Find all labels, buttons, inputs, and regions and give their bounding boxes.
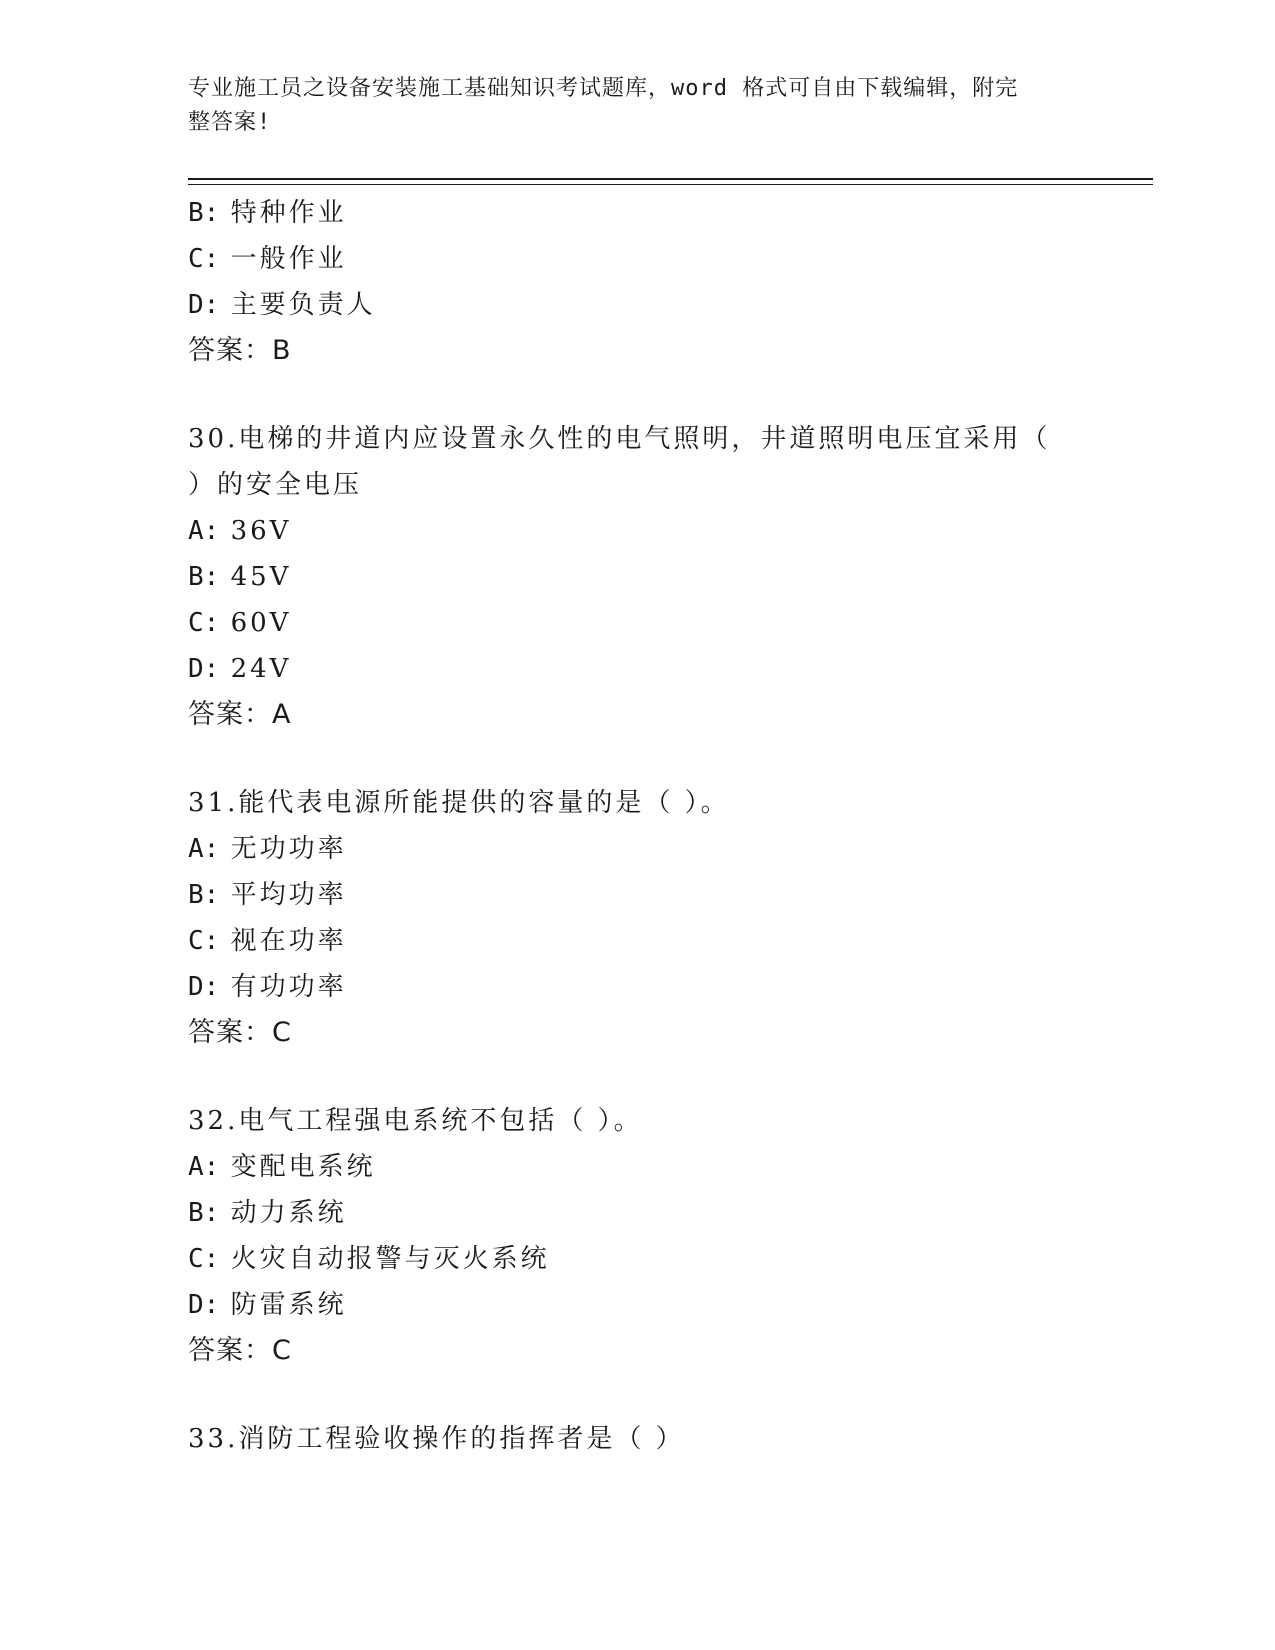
header-divider-thin bbox=[188, 184, 1153, 185]
question-30 bbox=[188, 416, 1088, 738]
option-text: 防雷系统 bbox=[230, 1290, 347, 1320]
question-33 bbox=[188, 1416, 1088, 1462]
option-letter: B: bbox=[188, 562, 220, 592]
option-c bbox=[188, 600, 1088, 646]
option-b bbox=[188, 554, 1088, 600]
option-text: 无功功率 bbox=[230, 834, 347, 864]
option-letter: A: bbox=[188, 834, 220, 864]
option-text: 主要负责人 bbox=[230, 290, 376, 320]
option-letter: B: bbox=[188, 198, 220, 228]
option-text: 有功功率 bbox=[230, 972, 347, 1002]
option-letter: D: bbox=[188, 654, 220, 684]
option-d bbox=[188, 646, 1088, 692]
question-32 bbox=[188, 1098, 1088, 1374]
answer-line: 答案：A bbox=[188, 699, 292, 730]
option-text: 一般作业 bbox=[230, 244, 347, 274]
header-line-1: 专业施工员之设备安装施工基础知识考试题库，word 格式可自由下载编辑，附完 bbox=[188, 76, 1019, 101]
option-c bbox=[188, 1236, 1088, 1282]
option-text: 视在功率 bbox=[230, 926, 347, 956]
option-letter: C: bbox=[188, 244, 220, 274]
option-letter: C: bbox=[188, 1244, 220, 1274]
option-d bbox=[188, 282, 1088, 328]
option-a bbox=[188, 826, 1088, 872]
option-letter: D: bbox=[188, 1290, 220, 1320]
answer-line: 答案：C bbox=[188, 1335, 292, 1366]
header-divider-thick bbox=[188, 178, 1153, 180]
question-stem-line: 32.电气工程强电系统不包括（ ）。 bbox=[188, 1106, 643, 1136]
option-a bbox=[188, 508, 1088, 554]
answer-line: 答案：B bbox=[188, 335, 292, 366]
option-text: 特种作业 bbox=[230, 198, 347, 228]
option-letter: B: bbox=[188, 1198, 220, 1228]
question-stem-line: 30.电梯的井道内应设置永久性的电气照明，井道照明电压宜采用（ bbox=[188, 424, 1051, 454]
option-text: 36V bbox=[230, 516, 292, 546]
option-d bbox=[188, 1282, 1088, 1328]
question-content bbox=[188, 190, 1088, 1462]
option-letter: C: bbox=[188, 608, 220, 638]
header-line-2: 整答案! bbox=[188, 110, 272, 135]
option-a bbox=[188, 1144, 1088, 1190]
option-text: 平均功率 bbox=[230, 880, 347, 910]
question-31 bbox=[188, 780, 1088, 1056]
answer-line: 答案：C bbox=[188, 1017, 292, 1048]
option-c bbox=[188, 236, 1088, 282]
option-b bbox=[188, 872, 1088, 918]
option-letter: D: bbox=[188, 972, 220, 1002]
option-letter: D: bbox=[188, 290, 220, 320]
document-header bbox=[188, 72, 1078, 140]
option-letter: B: bbox=[188, 880, 220, 910]
option-b bbox=[188, 1190, 1088, 1236]
question-stem-line: ）的安全电压 bbox=[188, 470, 363, 500]
question-stem-line: 33.消防工程验收操作的指挥者是（ ） bbox=[188, 1424, 685, 1454]
option-text: 变配电系统 bbox=[230, 1152, 376, 1182]
option-text: 45V bbox=[230, 562, 292, 592]
option-letter: A: bbox=[188, 516, 220, 546]
option-text: 60V bbox=[230, 608, 292, 638]
option-b bbox=[188, 190, 1088, 236]
option-d bbox=[188, 964, 1088, 1010]
option-letter: C: bbox=[188, 926, 220, 956]
option-letter: A: bbox=[188, 1152, 220, 1182]
question-stem-line: 31.能代表电源所能提供的容量的是（ ）。 bbox=[188, 788, 730, 818]
prev-question-block bbox=[188, 190, 1088, 374]
option-text: 火灾自动报警与灭火系统 bbox=[230, 1244, 550, 1274]
option-text: 动力系统 bbox=[230, 1198, 347, 1228]
option-c bbox=[188, 918, 1088, 964]
option-text: 24V bbox=[230, 654, 292, 684]
